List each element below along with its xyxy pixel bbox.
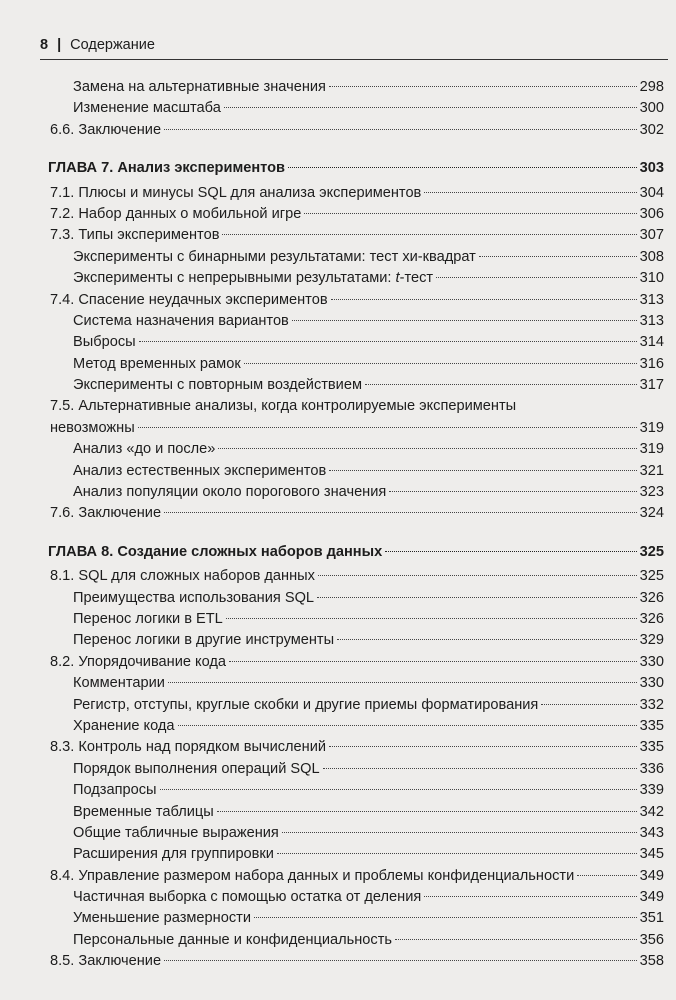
toc-entry-page: 358 bbox=[639, 953, 664, 970]
dot-leader bbox=[424, 192, 636, 193]
toc-entry-title: 7.5. Альтернативные анализы, когда контролируемые эксперименты bbox=[50, 398, 517, 415]
toc-entry-page: 343 bbox=[639, 824, 664, 841]
toc-entry bbox=[0, 461, 676, 482]
toc-entry bbox=[0, 737, 676, 758]
toc-entry-title: Персональные данные и конфиденциальность bbox=[73, 931, 393, 948]
dot-leader bbox=[318, 575, 637, 576]
toc-entry-page: 319 bbox=[639, 441, 664, 458]
toc-entry bbox=[0, 673, 676, 694]
toc-entry bbox=[0, 482, 676, 503]
toc-entry-page: 325 bbox=[639, 543, 664, 560]
toc-entry-title: Частичная выборка с помощью остатка от деления bbox=[73, 889, 422, 906]
toc-entry bbox=[0, 823, 676, 844]
toc-entry-title: 8.5. Заключение bbox=[50, 953, 162, 970]
toc-entry bbox=[0, 396, 676, 417]
dot-leader bbox=[577, 875, 636, 876]
dot-leader bbox=[288, 167, 637, 168]
toc-entry bbox=[0, 354, 676, 375]
dot-leader bbox=[164, 960, 637, 961]
toc-entry-title: Анализ естественных экспериментов bbox=[73, 462, 327, 479]
dot-leader bbox=[218, 448, 636, 449]
toc-entry-page: 335 bbox=[639, 739, 664, 756]
dot-leader bbox=[282, 832, 637, 833]
toc-entry bbox=[0, 503, 676, 524]
dot-leader bbox=[224, 107, 637, 108]
toc-entry bbox=[0, 759, 676, 780]
toc-entry bbox=[0, 802, 676, 823]
dot-leader bbox=[222, 234, 636, 235]
toc-entry-page: 310 bbox=[639, 270, 664, 287]
toc-entry-page: 303 bbox=[639, 160, 664, 177]
dot-leader bbox=[479, 256, 637, 257]
dot-leader bbox=[329, 86, 637, 87]
toc-entry-title: 7.4. Спасение неудачных экспериментов bbox=[50, 291, 328, 308]
toc-entry bbox=[0, 844, 676, 865]
toc-entry bbox=[0, 780, 676, 801]
toc-entry-title: 7.1. Плюсы и минусы SQL для анализа экспериментов bbox=[50, 184, 422, 201]
toc-entry-page: 329 bbox=[639, 632, 664, 649]
toc-entry-page: 314 bbox=[639, 334, 664, 351]
toc-entry-page: 336 bbox=[639, 760, 664, 777]
toc-entry-page: 356 bbox=[639, 931, 664, 948]
dot-leader bbox=[337, 639, 637, 640]
toc-entry-title: Временные таблицы bbox=[73, 803, 214, 820]
dot-leader bbox=[178, 725, 637, 726]
toc-entry-title: ГЛАВА 7. Анализ экспериментов bbox=[48, 160, 286, 177]
toc-entry-page: 326 bbox=[639, 589, 664, 606]
toc-chapter bbox=[0, 158, 676, 179]
toc-entry-page: 304 bbox=[639, 184, 664, 201]
italic-t: t bbox=[395, 270, 400, 287]
toc-entry-title: Система назначения вариантов bbox=[73, 312, 289, 329]
dot-leader bbox=[164, 129, 637, 130]
toc-entry-page: 298 bbox=[639, 79, 664, 95]
toc-entry bbox=[0, 375, 676, 396]
toc-entry-title: Метод временных рамок bbox=[73, 355, 241, 372]
toc-entry-page: 351 bbox=[639, 910, 664, 927]
toc-entry bbox=[0, 183, 676, 204]
toc-entry bbox=[0, 866, 676, 887]
toc-entry-title: Анализ популяции около порогового значения bbox=[73, 484, 387, 501]
toc-entry-title: Эксперименты с повторным воздействием bbox=[73, 377, 362, 394]
toc-entry-page: 345 bbox=[639, 846, 664, 863]
dot-leader bbox=[229, 661, 637, 662]
toc-entry bbox=[0, 247, 676, 268]
running-header bbox=[40, 36, 668, 54]
toc-entry-title: 7.3. Типы экспериментов bbox=[50, 227, 220, 244]
header-separator: | bbox=[57, 37, 62, 53]
toc-entry-page: 326 bbox=[639, 610, 664, 627]
toc-entry-title: Анализ «до и после» bbox=[73, 441, 216, 458]
dot-leader bbox=[168, 682, 637, 683]
dot-leader bbox=[244, 363, 637, 364]
toc-entry-title: 8.2. Упорядочивание кода bbox=[50, 653, 227, 670]
toc-entry-title: 8.4. Управление размером набора данных и проблемы конфиденциальности bbox=[50, 867, 575, 884]
toc-entry-title: 8.1. SQL для сложных наборов данных bbox=[50, 568, 315, 585]
toc-entry-page: 324 bbox=[639, 505, 664, 522]
toc-entry bbox=[0, 290, 676, 311]
toc-entry-page: 317 bbox=[639, 377, 664, 394]
table-of-contents bbox=[0, 77, 676, 973]
toc-entry-title: Порядок выполнения операций SQL bbox=[73, 760, 320, 777]
toc-entry-title: ГЛАВА 8. Создание сложных наборов данных bbox=[48, 543, 383, 560]
dot-leader bbox=[164, 512, 637, 513]
toc-entry-title: Эксперименты с бинарными результатами: тест хи-квадрат bbox=[73, 248, 476, 265]
dot-leader bbox=[292, 320, 637, 321]
toc-entry-title: 7.2. Набор данных о мобильной игре bbox=[50, 205, 302, 222]
toc-entry bbox=[0, 930, 676, 951]
toc-entry-page: 330 bbox=[639, 653, 664, 670]
dot-leader bbox=[331, 299, 637, 300]
dot-leader bbox=[365, 384, 637, 385]
header-rule bbox=[40, 59, 668, 60]
dot-leader bbox=[160, 789, 637, 790]
toc-entry-title: Перенос логики в другие инструменты bbox=[73, 632, 335, 649]
toc-entry-title: Преимущества использования SQL bbox=[73, 589, 315, 606]
toc-entry bbox=[0, 716, 676, 737]
toc-entry bbox=[0, 652, 676, 673]
toc-entry bbox=[0, 630, 676, 651]
toc-entry-page: 323 bbox=[639, 484, 664, 501]
toc-entry-title: Эксперименты с непрерывными результатами: t-тест bbox=[73, 270, 434, 287]
dot-leader bbox=[139, 341, 637, 342]
toc-entry bbox=[0, 609, 676, 630]
toc-entry-page: 300 bbox=[639, 100, 664, 117]
toc-entry bbox=[0, 418, 676, 439]
toc-entry-title: Подзапросы bbox=[73, 782, 157, 799]
toc-entry-title: 8.3. Контроль над порядком вычислений bbox=[50, 739, 327, 756]
toc-entry-page: 349 bbox=[639, 867, 664, 884]
header-page-number: 8 bbox=[40, 37, 49, 53]
toc-entry-title: Комментарии bbox=[73, 675, 165, 692]
toc-entry-title: Уменьшение размерности bbox=[73, 910, 251, 927]
dot-leader bbox=[385, 551, 636, 552]
toc-entry bbox=[0, 120, 676, 141]
toc-entry-page: 325 bbox=[639, 568, 664, 585]
dot-leader bbox=[389, 491, 636, 492]
dot-leader bbox=[304, 213, 636, 214]
toc-entry bbox=[0, 908, 676, 929]
toc-entry-page: 316 bbox=[639, 355, 664, 372]
toc-entry bbox=[0, 225, 676, 246]
toc-entry bbox=[0, 566, 676, 587]
toc-entry-title: Выбросы bbox=[73, 334, 136, 351]
toc-entry-page: 321 bbox=[639, 462, 664, 479]
toc-entry bbox=[0, 695, 676, 716]
toc-entry bbox=[0, 439, 676, 460]
toc-entry-title: Общие табличные выражения bbox=[73, 824, 279, 841]
dot-leader bbox=[541, 704, 636, 705]
dot-leader bbox=[436, 277, 637, 278]
dot-leader bbox=[226, 618, 637, 619]
dot-leader bbox=[329, 746, 637, 747]
toc-entry-page: 306 bbox=[639, 205, 664, 222]
dot-leader bbox=[424, 896, 636, 897]
dot-leader bbox=[395, 939, 637, 940]
toc-entry bbox=[0, 77, 676, 98]
toc-entry bbox=[0, 98, 676, 119]
toc-entry-page: 330 bbox=[639, 675, 664, 692]
toc-entry bbox=[0, 588, 676, 609]
dot-leader bbox=[323, 768, 637, 769]
dot-leader bbox=[317, 597, 637, 598]
toc-entry bbox=[0, 204, 676, 225]
header-section-title: Содержание bbox=[70, 37, 155, 53]
toc-entry-title: Изменение масштаба bbox=[73, 100, 221, 117]
toc-entry bbox=[0, 268, 676, 289]
toc-entry-page: 307 bbox=[639, 227, 664, 244]
toc-entry-title: Перенос логики в ETL bbox=[73, 610, 223, 627]
dot-leader bbox=[217, 811, 637, 812]
toc-entry-title: невозможны bbox=[50, 419, 135, 436]
toc-entry-page: 349 bbox=[639, 889, 664, 906]
toc-chapter bbox=[0, 542, 676, 563]
toc-entry-title: 7.6. Заключение bbox=[50, 505, 162, 522]
toc-entry bbox=[0, 887, 676, 908]
toc-entry-page: 302 bbox=[639, 121, 664, 138]
toc-entry-title: 6.6. Заключение bbox=[50, 121, 162, 138]
dot-leader bbox=[138, 427, 637, 428]
toc-entry-page: 332 bbox=[639, 696, 664, 713]
toc-entry-title: Регистр, отступы, круглые скобки и другие приемы форматирования bbox=[73, 696, 539, 713]
toc-entry-page: 342 bbox=[639, 803, 664, 820]
toc-entry-page: 308 bbox=[639, 248, 664, 265]
toc-entry bbox=[0, 311, 676, 332]
toc-entry-page: 319 bbox=[639, 419, 664, 436]
toc-entry-page: 339 bbox=[639, 782, 664, 799]
toc-entry-title: Расширения для группировки bbox=[73, 846, 274, 863]
dot-leader bbox=[254, 917, 637, 918]
toc-entry bbox=[0, 332, 676, 353]
dot-leader bbox=[277, 853, 637, 854]
dot-leader bbox=[329, 470, 636, 471]
toc-entry-page: 313 bbox=[639, 312, 664, 329]
toc-entry-page: 335 bbox=[639, 717, 664, 734]
toc-entry-title: Хранение кода bbox=[73, 717, 175, 734]
toc-entry-title: Замена на альтернативные значения bbox=[73, 79, 326, 95]
toc-entry bbox=[0, 951, 676, 972]
toc-entry-page: 313 bbox=[639, 291, 664, 308]
